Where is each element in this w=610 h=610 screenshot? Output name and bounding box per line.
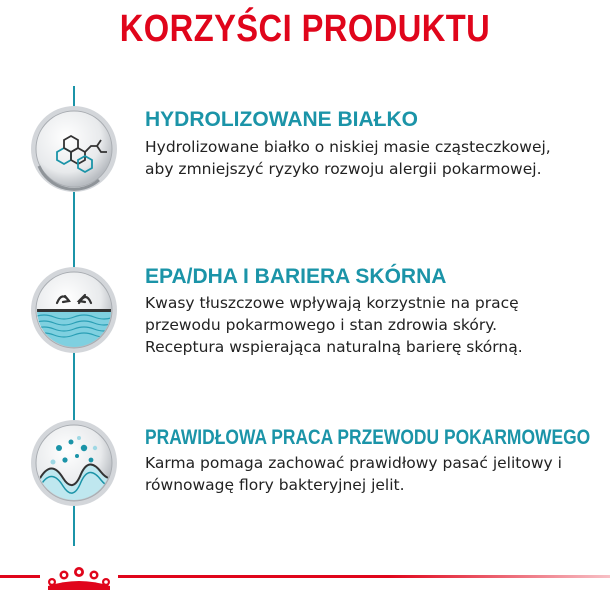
benefit-description: [145, 136, 590, 180]
benefit-description: [145, 292, 590, 358]
royal-canin-crown-icon: [42, 560, 116, 590]
benefit-description-line: Hydrolizowane białko o niskiej masie cząsteczkowej,: [145, 138, 551, 156]
benefit-description-line: aby zmniejszyć ryzyko rozwoju alergii pokarmowej.: [145, 160, 542, 178]
benefit-description-line: Receptura wspierająca naturalną barierę skórną.: [145, 338, 523, 356]
benefit-description-line: równowagę flory bakteryjnej jelit.: [145, 476, 405, 494]
hydrolyzed-protein-molecule-icon: [29, 104, 119, 194]
footer-line-right: [118, 575, 610, 578]
benefit-description-line: przewodu pokarmowego i stan zdrowia skóry.: [145, 316, 498, 334]
digestive-tract-icon: [29, 418, 119, 508]
page-title: KORZYŚCI PRODUKTU: [119, 8, 491, 50]
benefit-description-line: Karma pomaga zachować prawidłowy pasać jelitowy i: [145, 454, 562, 472]
skin-barrier-icon: [29, 265, 119, 355]
footer-line-left: [0, 575, 40, 578]
benefit-title: EPA/DHA I BARIERA SKÓRNA: [145, 265, 447, 288]
benefit-description-line: Kwasy tłuszczowe wpływają korzystnie na pracę: [145, 294, 519, 312]
benefit-description: [145, 452, 590, 496]
benefit-title: HYDROLIZOWANE BIAŁKO: [145, 108, 418, 131]
benefit-title: PRAWIDŁOWA PRACA PRZEWODU POKARMOWEGO: [145, 426, 591, 449]
